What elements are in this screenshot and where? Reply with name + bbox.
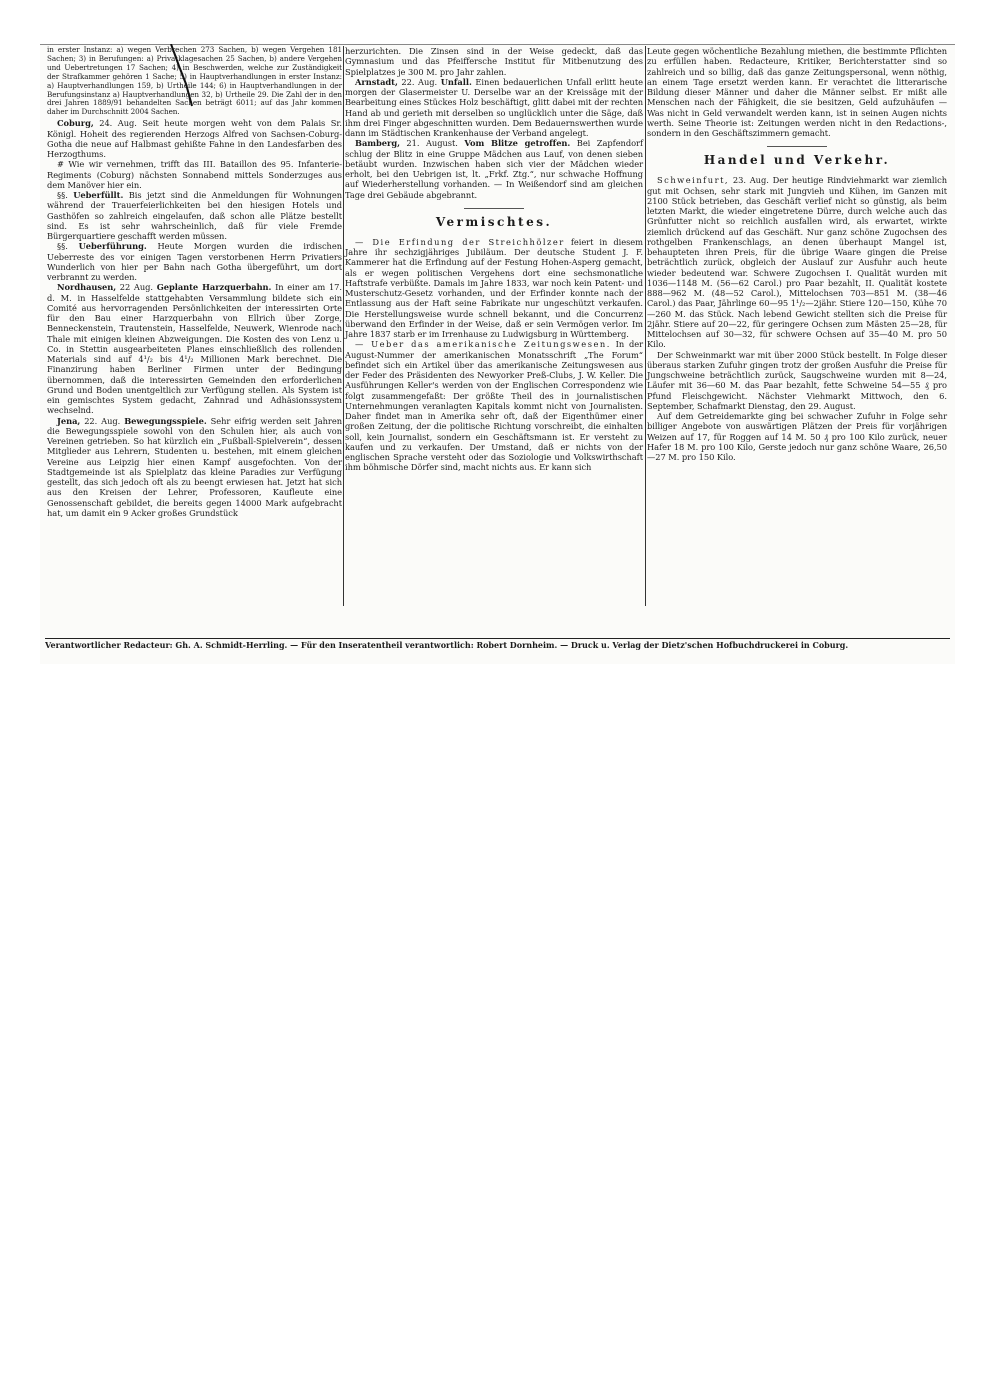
news-text: Einen bedauerlichen Unfall erlitt heute morgen der Glasermeister U. Derselbe war an der Kreissäge mit der Bearbeitung eines Stückes Holz beschäftigt, glitt dabei mit der rechten Hand ab und gerieth mit derselben so unglücklich unter die Säge, daß ihm drei Finger abgeschnitten wurden. Dem Bedauernswerthen wurde dann im Städtischen Krankenhause der Verband angelegt. [345,76,643,138]
ueberfuellt-news-paragraph [47,190,342,241]
court-statistics-paragraph: in erster Instanz: a) wegen Verbrechen 273 Sachen, b) wegen Vergehen 181 Sachen; 3) in Berufungen: a) Privatklagesachen 25 Sachen, b) andere Vergehen und Uebertretungen 17 Sachen; 4) in Beschwerden, welche zur Zuständigkeit der Strafkammer gehören 1 Sache; 5) in Hauptverhandlungen in erster Instanz: a) Hauptverhandlungen 159, b) Urtheile 144; 6) in Hauptverhandlungen in der Berufungsinstanz a) Hauptverhandlungen 32, b) Urtheile 29. Die Zahl der in den drei Jahren 1889/91 behandelten Sachen beträgt 6011; auf das Jahr kommen daher im Durchschnitt 2004 Sachen. [47,45,342,117]
news-headline: Vom Blitze getroffen. [464,138,571,149]
news-text: 24. Aug. Seit heute morgen weht von dem Palais Sr. Königl. Hoheit des regierenden Herzogs Alfred von Sachsen-Coburg-Gotha die neue auf Halbmast gehißte Fahne in den Landesfarben des Herzogthums. [47,118,342,159]
newspaper-page [40,44,955,664]
article-lead: — Die Erfindung der Streichhölzer [355,236,565,247]
column-2 [345,46,643,473]
imprint-footer: Verantwortlicher Redacteur: Gh. A. Schmidt-Herrling. — Für den Inseratentheil verantwortlich: Robert Dornheim. — Druck u. Verlag der Dietz'schen Hofbuchdruckerei in Coburg. [45,640,849,650]
schweinfurt-market-paragraph [647,175,947,349]
news-headline: Bewegungsspiele. [124,415,207,426]
bataillon-news-paragraph: # Wie wir vernehmen, trifft das III. Bataillon des 95. Infanterie-Regiments (Coburg) nächsten Sonnabend mittels Sonderzuges aus dem Manöver hier ein. [47,159,342,190]
market-text: Der heutige Rindviehmarkt war ziemlich gut mit Ochsen, sehr stark mit Jungvieh und Kühen, im Ganzen mit 2100 Stück betrieben, das Geschäft verlief nicht so günstig, als beim letzten Markt, die wieder eingetretene Dürre, durch welche auch das Grünfutter nicht so reichlich ausfallen wird, als erwartet, wirkte ziemlich drückend auf das Geschäft. Nur ganz schöne Zugochsen des rothgelben Frankenschlags, an denen überhaupt Mangel ist, behaupteten ihren Preis, für die übrige Waare gingen die Preise beträchtlich zurück, obgleich der Auslauf zur Ausfuhr auch heute wieder bedeutend war. Schwere Zugochsen I. Qualität wurden mit 1036—1148 M. (56—62 Carol.) pro Paar bezahlt, II. Qualität kostete 888—962 M. (48—52 Carol.), Mittelochsen 703—851 M. (38—46 Carol.) das Paar, Jährlinge 60—95 1¹/₂—2jähr. Stiere 120—150, Kühe 70—260 M. das Stück. Nach lebend Gewicht stellten sich die Preise für 2jähr. Stiere auf 20—22, für geringere Ochsen zum Mästen 25—28, für Mittelochsen auf 30—32, für schwere Ochsen auf 35—40 M. pro 50 Kilo. [647,175,947,350]
section-mark: §§. [57,190,68,200]
dateline-place: Arnstadt, [355,76,398,87]
dateline-date: 23. Aug. [729,175,769,186]
getreidemarkt-paragraph: Auf dem Getreidemarkte ging bei schwacher Zufuhr in Folge sehr billiger Angebote von auswärtigen Plätzen der Preis für vorjährigen Weizen auf 17, für Roggen auf 14 M. 50 ₰ pro 100 Kilo zurück, neuer Hafer 18 M. pro 100 Kilo, Gerste jedoch nur ganz schöne Waare, 26,50—27 M. pro 150 Kilo. [647,411,947,462]
dateline-place: Bamberg, [355,138,400,149]
jena-continuation-paragraph: herzurichten. Die Zinsen sind in der Weise gedeckt, daß das Gymnasium und das Pfeiffersche Institut für Mitbenutzung des Spielplatzes je 300 M. pro Jahr zahlen. [345,46,643,77]
news-text: Heute Morgen wurden die irdischen Ueberreste des vor einigen Tagen verstorbenen Herrn Privatiers Wunderlich von hier per Bahn nach Gotha übergeführt, um dort verbrannt zu werden. [47,241,342,282]
news-text: Bei Zapfendorf schlug der Blitz in eine Gruppe Mädchen aus Lauf, von denen sieben betäubt wurden. Inzwischen haben sich vier der Mädchen wieder erholt, bei den Uebrigen ist, lt. „Frkf. Ztg.“, nur schwache Hoffnung auf Wiederherstellung vorhanden. — In Weißendorf sind am gleichen Tage drei Gebäude abgebrannt. [345,138,643,200]
article-text: In der August-Nummer der amerikanischen Monatsschrift „The Forum“ befindet sich ein Artikel über das amerikanische Zeitungswesen aus der Feder des Präsidenten des Newyorker Preß-Clubs, J. W. Keller. Die Ausführungen Keller's werden von der Englischen Correspondenz wie folgt zusammengefaßt: Der größte Theil des in journalistischen Unternehmungen veranlagten Kapitals kommt nicht von Journalisten. Daher findet man in Amerika sehr oft, daß der Eigenthümer einer großen Zeitung, der die politische Richtung vorschreibt, die einhalten soll, kein Journalist, sondern ein Geschäftsmann ist. Er versteht zu kaufen und zu verkaufen. Der Umstand, daß er nichts von der englischen Sprache versteht oder das Soziologie und Volkswirthschaft ihm böhmische Dörfer sind, macht nichts aus. Er kann sich [345,339,643,473]
column-divider [343,46,344,606]
section-separator [464,208,524,209]
jena-news-paragraph [47,416,342,519]
dateline-date: 22 Aug. [116,282,154,293]
section-mark: §§. [57,241,68,252]
column-1 [47,46,342,518]
schweinemarkt-paragraph: Der Schweinmarkt war mit über 2000 Stück bestellt. In Folge dieser überaus starken Zufuhr gingen trotz der großen Ausfuhr die Preise für Jungschweine beträchtlich zurück, Saugschweine wurden mit 8—24, Läufer mit 36—60 M. das Paar bezahlt, fette Schweine 54—55 ₰ pro Pfund Fleischgewicht. Nächster Viehmarkt Mittwoch, den 6. September, Schafmarkt Dienstag, den 29. August. [647,349,947,411]
dateline-place: Coburg, [57,118,94,129]
news-headline: Unfall. [440,76,472,87]
zeitungswesen-continuation-paragraph: Leute gegen wöchentliche Bezahlung miethen, die bestimmte Pflichten zu erfüllen haben. Redacteure, Kritiker, Berichterstatter sind so zahlreich und so billig, daß das ganze Zeitungspersonal, wenn nöthig, an einem Tage ersetzt werden kann. Er verachtet die litterarische Bildung dieser Männer und daher die Männer selbst. Er mißt alle Menschen nach der Fähigkeit, die sie besitzen, Geld aufzuhäufen — Was nicht in Geld verwandelt werden kann, ist in seinen Augen nichts werth. Seine Theorie ist: Zeitungen werden nicht in den Redactions-, sondern in den Geschäftszimmern gemacht. [647,46,947,138]
news-headline: Ueberfüllt. [73,190,124,200]
coburg-news-paragraph [47,118,342,159]
news-headline: Geplante Harzquerbahn. [156,282,272,293]
zeitungswesen-paragraph [345,339,643,472]
ueberfuehrung-news-paragraph [47,241,342,282]
dateline-place: Nordhausen, [57,282,117,293]
section-heading-vermischtes: Vermischtes. [435,214,553,229]
column-divider [645,46,646,606]
section-separator [767,146,827,147]
dateline-date: 21. August. [399,138,458,149]
footer-rule [45,638,950,639]
dateline-date: 22. Aug. [397,76,438,87]
arnstadt-news-paragraph [345,77,643,139]
article-lead: — Ueber das amerikanische Zeitungswesen. [355,339,611,350]
dateline-place: Schweinfurt, [657,175,730,186]
dateline-place: Jena, [57,415,81,426]
dateline-date: 22. Aug. [80,415,121,426]
news-text: In einer am 17. d. M. in Hasselfelde stattgehabten Versammlung bildete sich ein Comité aus hervorragenden Persönlichkeiten der interessirten Orte für den Bau einer Harzquerbahn von Ellrich über Zorge, Benneckenstein, Trautenstein, Hasselfelde, Neuwerk, Wienrode nach Thale mit einigen kleinen Abzweigungen. Die Kosten des von Lenz u. Co. in Stettin ausgearbeiteten Planes einschließlich des rollenden Materials sind auf 4¹/₂ bis 4¹/₂ Millionen Mark berechnet. Die Finanzirung haben Berliner Firmen unter der Bedingung übernommen, daß die interessirten Gemeinden den erforderlichen Grund und Boden unentgeltlich zur Verfügung stellen. Als System ist ein gemischtes System gedacht, Zahnrad und Adhäsionssystem wechselnd. [47,282,342,416]
news-text: Bis jetzt sind die Anmeldungen für Wohnungen während der Trauerfeierlichkeiten bei den hiesigen Hotels und Gasthöfen so zahlreich eingelaufen, daß schon alle Plätze bestellt sind. Es ist sehr wahrscheinlich, daß für viele Fremde Bürgerquartiere geschafft werden müssen. [47,190,342,241]
bamberg-news-paragraph [345,138,643,200]
section-heading-handel: Handel und Verkehr. [703,153,891,168]
article-text: feiert in diesem Jahre ihr sechzigjähriges Jubiläum. Der deutsche Student J. F. Kammerer hat die Erfindung auf der Festung Hohen-Asperg gemacht, als er wegen politischen Vergehens dort eine sechsmonatliche Haftstrafe verbüßte. Damals im Jahre 1833, war noch kein Patent- und Musterschutz-Gesetz vorhanden, und der Erfinder konnte nach der Entlassung aus der Haft seine Fabrikate nur ungeschützt verkaufen. Die Herstellungsweise wurde schnell bekannt, und die Concurrenz überwand den Erfinder in der Weise, daß er sein Vermögen verlor. Im Jahre 1837 starb er im Irrenhause zu Ludwigsburg in Württemberg. [345,236,643,339]
column-3 [647,46,947,462]
news-text: Sehr eifrig werden seit Jahren die Bewegungsspiele sowohl von den Schulen hier, als auch von Vereinen getrieben. So hat kürzlich ein „Fußball-Spielverein“, dessen Mitglieder aus Lehrern, Studenten u. bestehen, mit einem gleichen Vereine aus Leipzig hier einen Kampf ausgefochten. Von der Stadtgemeinde ist als Spielplatz das kleine Paradies zur Verfügung gestellt, das sich jedoch oft als zu beengt erwiesen hat. Jetzt hat sich aus den Kreisen der Lehrer, Professoren, Kaufleute eine Genossenschaft gebildet, die bereits gegen 14000 Mark aufgebracht hat, um damit ein 9 Acker großes Grundstück [47,415,343,518]
streichhoelzer-paragraph [345,237,643,340]
news-headline: Ueberführung. [78,241,147,252]
nordhausen-news-paragraph [47,282,342,415]
